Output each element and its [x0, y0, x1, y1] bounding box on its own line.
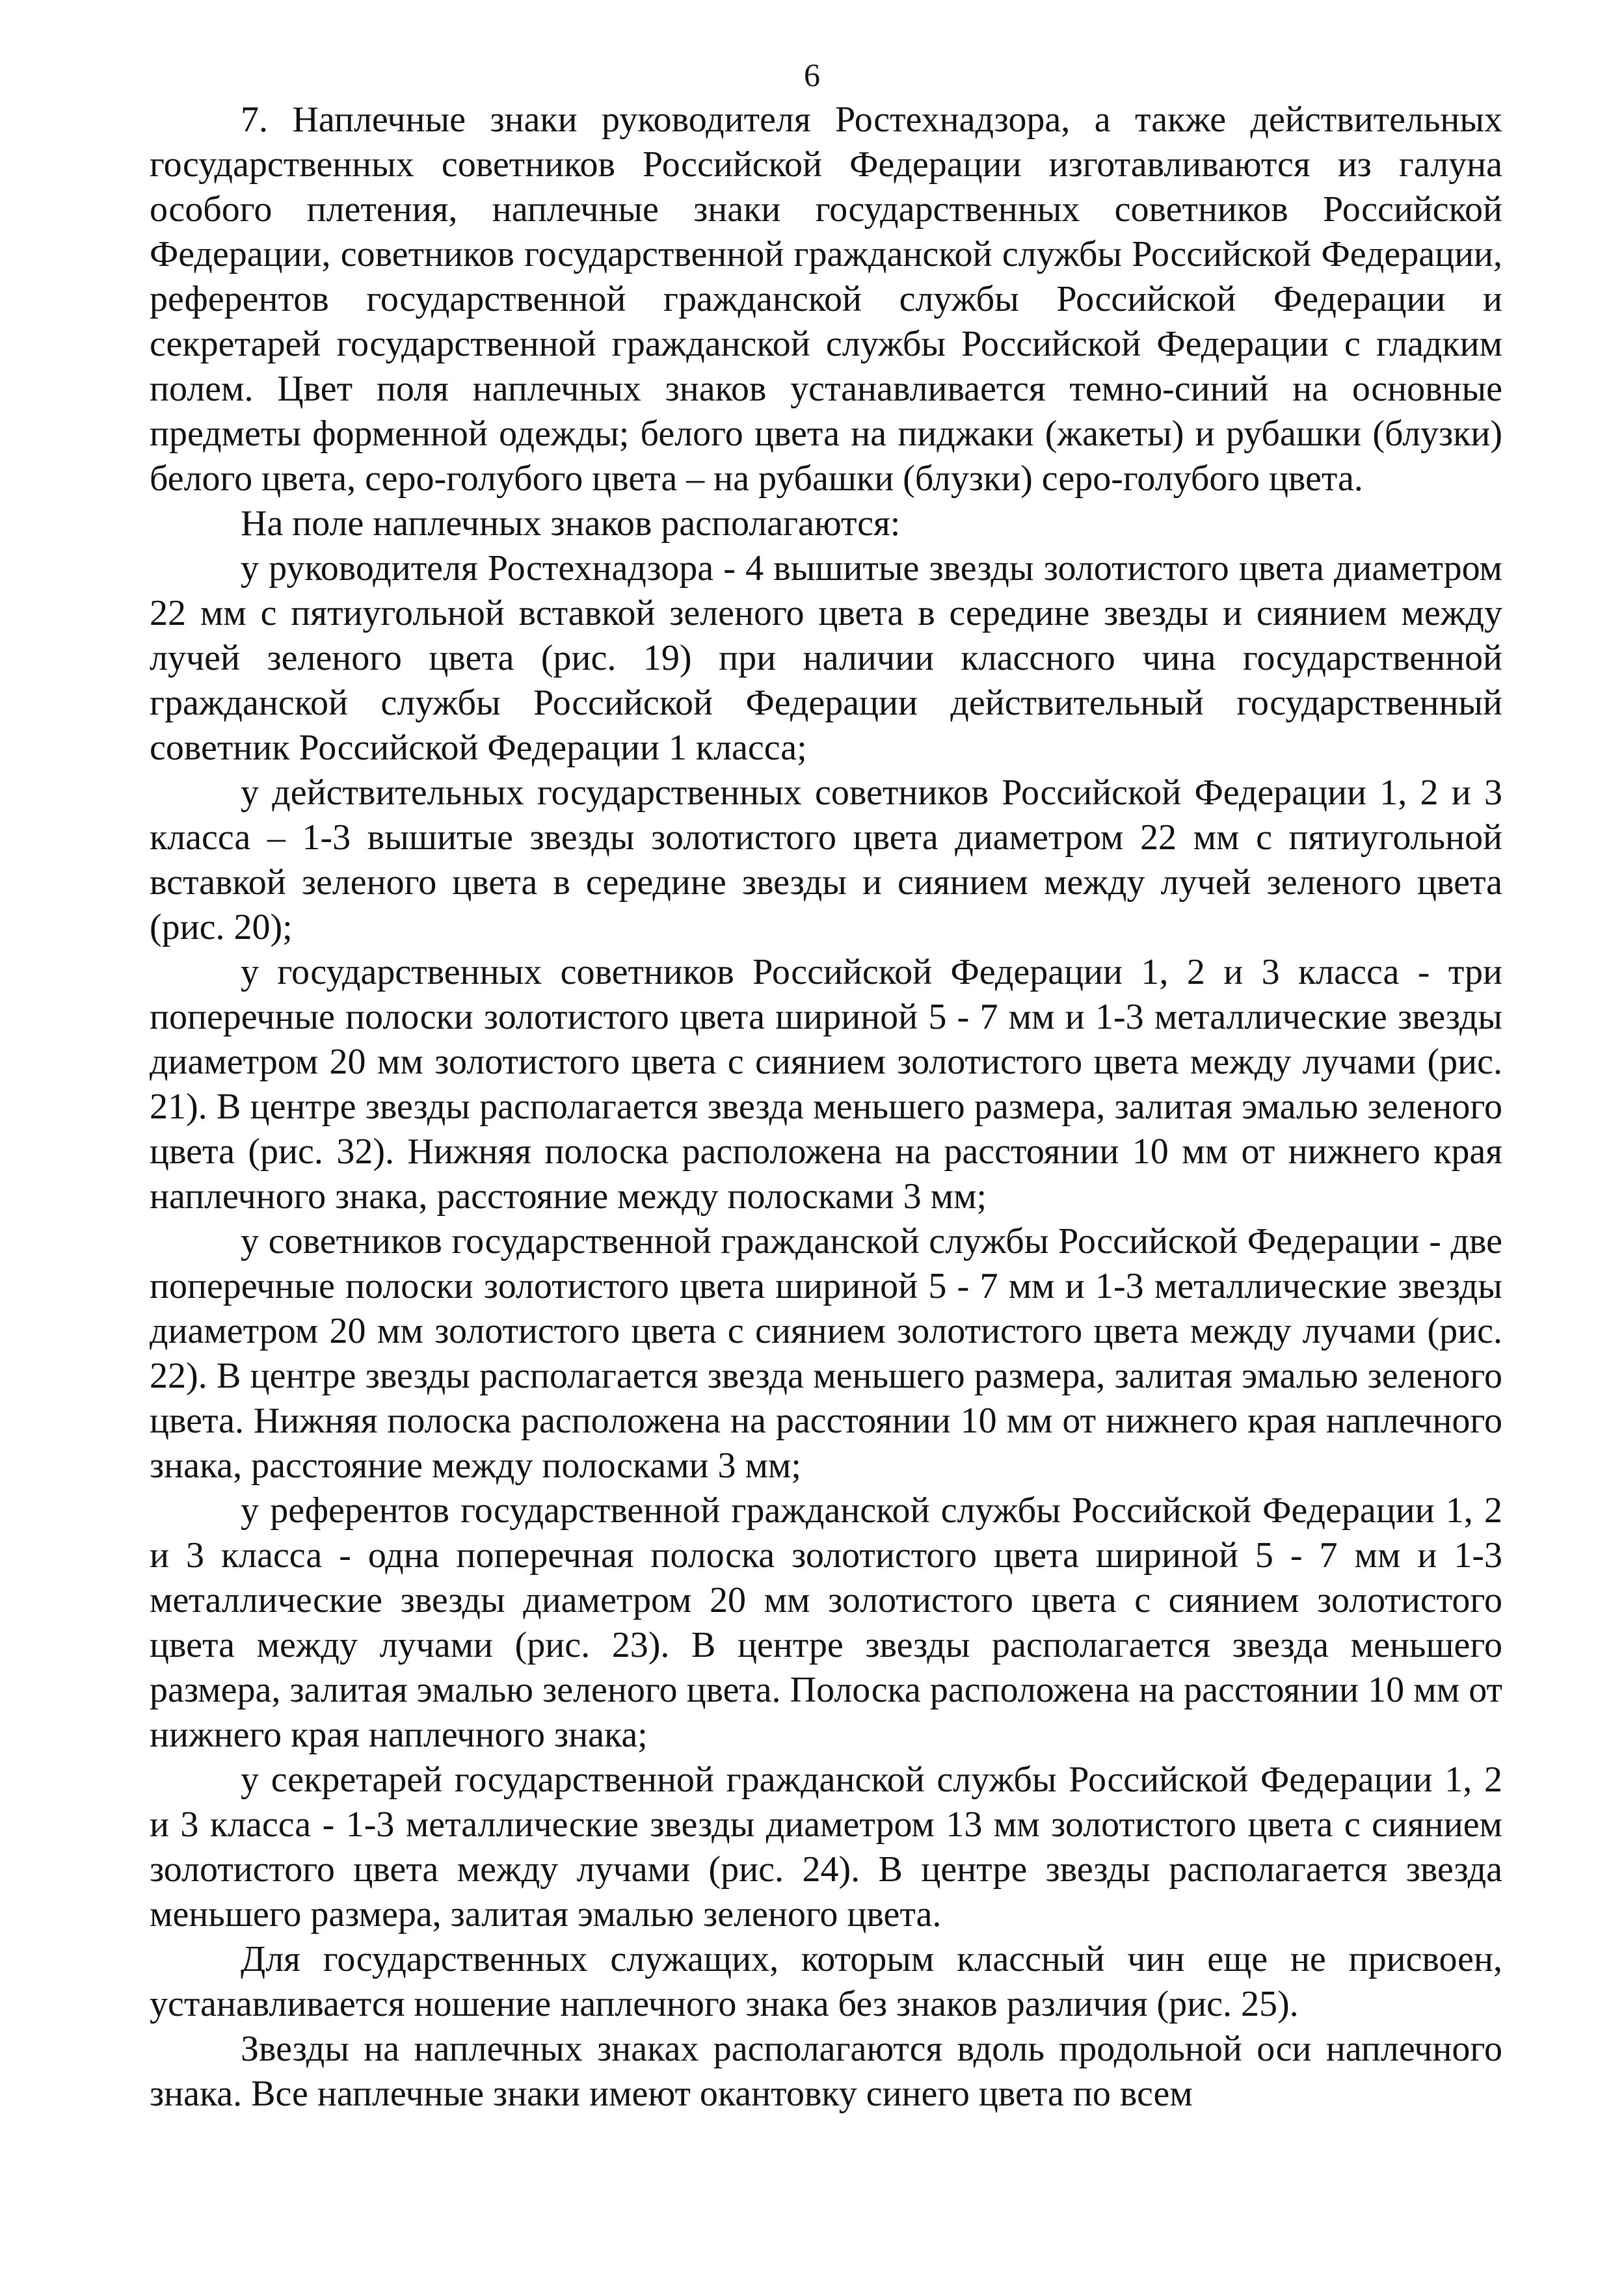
paragraph-field-placement: На поле наплечных знаков располагаются:	[241, 503, 901, 544]
document-body	[150, 98, 1502, 2117]
paragraph-secretaries: у секретарей государственной гражданской службы Российской Федерации 1, 2 и 3 класса - 1-3 металлические звезды диаметром 13 мм золотистого цвета с сиянием золотистого цвета между лучами (рис. 24). В центре звезды располагается звезда меньшего размера, залитая эмалью зеленого цвета.	[150, 1760, 1502, 1934]
paragraph-item-7-intro: 7. Наплечные знаки руководителя Ростехнадзора, а также действительных государственных советников Российской Федерации изготавливаются из галуна особого плетения, наплечные знаки государственных советников Российской Федерации, советников государственной гражданской службы Российской Федерации, референтов государственной гражданской службы Российской Федерации и секретарей государственной гражданской службы Российской Федерации с гладким полем. Цвет поля наплечных знаков устанавливается темно-синий на основные предметы форменной одежды; белого цвета на пиджаки (жакеты) и рубашки (блузки) белого цвета, серо-голубого цвета – на рубашки (блузки) серо-голубого цвета.	[150, 99, 1502, 499]
paragraph-no-class-rank: Для государственных служащих, которым классный чин еще не присвоен, устанавливается ношение наплечного знака без знаков различия (рис. 25).	[150, 1939, 1502, 2024]
paragraph-state-advisers: у государственных советников Российской Федерации 1, 2 и 3 класса - три поперечные полоски золотистого цвета шириной 5 - 7 мм и 1-3 металлические звезды диаметром 20 мм золотистого цвета с сиянием золотистого цвета между лучами (рис. 21). В центре звезды располагается звезда меньшего размера, залитая эмалью зеленого цвета (рис. 32). Нижняя полоска расположена на расстоянии 10 мм от нижнего края наплечного знака, расстояние между полосками 3 мм;	[150, 952, 1502, 1217]
paragraph-civil-service-advisers: у советников государственной гражданской службы Российской Федерации - две поперечные полоски золотистого цвета шириной 5 - 7 мм и 1-3 металлические звезды диаметром 20 мм золотистого цвета с сиянием золотистого цвета между лучами (рис. 22). В центре звезды располагается звезда меньшего размера, залитая эмалью зеленого цвета. Нижняя полоска расположена на расстоянии 10 мм от нижнего края наплечного знака, расстояние между полосками 3 мм;	[150, 1221, 1502, 1486]
paragraph-referents: у референтов государственной гражданской службы Российской Федерации 1, 2 и 3 класса - одна поперечная полоска золотистого цвета шириной 5 - 7 мм и 1-3 металлические звезды диаметром 20 мм золотистого цвета с сиянием золотистого цвета между лучами (рис. 23). В центре звезды располагается звезда меньшего размера, залитая эмалью зеленого цвета. Полоска расположена на расстоянии 10 мм от нижнего края наплечного знака;	[150, 1490, 1502, 1755]
paragraph-head-of-rostekhnadzor: у руководителя Ростехнадзора - 4 вышитые звезды золотистого цвета диаметром 22 мм с пятиугольной вставкой зеленого цвета в середине звезды и сиянием между лучей зеленого цвета (рис. 19) при наличии классного чина государственной гражданской службы Российской Федерации действительный государственный советник Российской Федерации 1 класса;	[150, 548, 1502, 768]
paragraph-actual-state-advisers: у действительных государственных советников Российской Федерации 1, 2 и 3 класса – 1-3 вышитые звезды золотистого цвета диаметром 22 мм с пятиугольной вставкой зеленого цвета в середине звезды и сиянием между лучей зеленого цвета (рис. 20);	[150, 772, 1502, 947]
page-number: 6	[804, 57, 820, 93]
paragraph-star-placement: Звезды на наплечных знаках располагаются вдоль продольной оси наплечного знака. Все наплечные знаки имеют окантовку синего цвета по всем	[150, 2029, 1502, 2114]
